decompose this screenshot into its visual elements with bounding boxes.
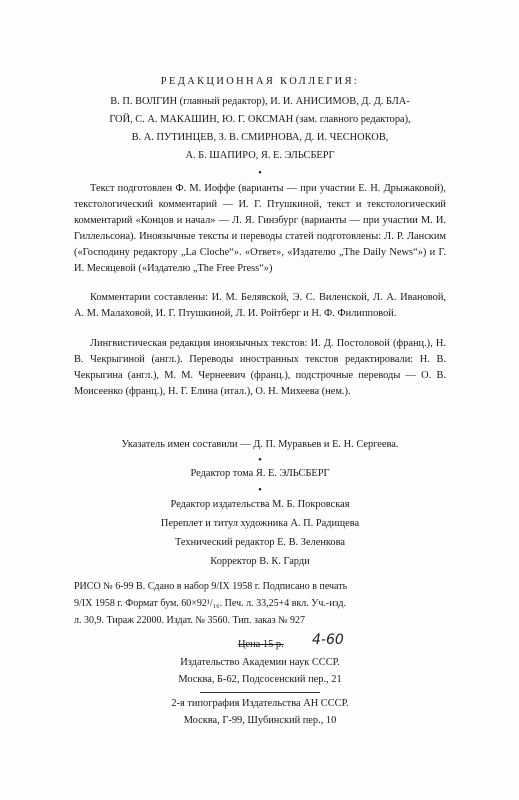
board-title: РЕДАКЦИОННАЯ КОЛЛЕГИЯ:: [160, 76, 360, 87]
bullet-separator: •: [258, 484, 262, 496]
price-handwritten: 4-60: [312, 632, 344, 648]
board-line: А. Б. ШАПИРО, Я. Е. ЭЛЬСБЕРГ: [185, 150, 335, 161]
imprint-line: РИСО № 6-99 В. Сдано в набор 9/IX 1958 г. Подписано в печать: [74, 581, 348, 592]
staff-line: Переплет и титул художника А. П. Радищева: [160, 518, 360, 529]
staff-line: Корректор В. К. Гарди: [210, 556, 310, 567]
volume-editor: Редактор тома Я. Е. ЭЛЬСБЕРГ: [190, 468, 330, 479]
divider: [200, 692, 320, 693]
price-printed: Цена 15 р.: [238, 639, 284, 650]
commentary-credits: Комментарии составлены: И. М. Белявской, Э. С. Виленской, Л. А. Ивановой, А. М. Малаховой, И. Г. Птушкиной, Л. И. Ройтберг и Н. Ф. Филипповой.: [74, 292, 446, 319]
publisher-line: Москва, Б-62, Подсосенский пер., 21: [178, 674, 342, 685]
imprint-line: 9/IX 1958 г. Формат бум. 60×92¹/₁₆. Печ. л. 33,25+4 вкл. Уч.-изд.: [74, 598, 346, 609]
printer-line: 2-я типография Издательства АН СССР.: [171, 698, 349, 709]
bullet-separator: •: [258, 167, 262, 179]
board-line: В. А. ПУТИНЦЕВ, З. В. СМИРНОВА, Д. И. ЧЕСНОКОВ,: [131, 132, 389, 143]
publisher-line: Издательство Академии наук СССР.: [180, 657, 340, 668]
board-line: ГОЙ, С. А. МАКАШИН, Ю. Г. ОКСМАН (зам. главного редактора),: [109, 114, 411, 125]
board-line: В. П. ВОЛГИН (главный редактор), И. И. АНИСИМОВ, Д. Д. БЛА-: [110, 96, 410, 107]
printer-line: Москва, Г-99, Шубинский пер., 10: [183, 715, 337, 726]
staff-line: Технический редактор Е. В. Зеленкова: [174, 537, 346, 548]
index-compilers: Указатель имен составили — Д. П. Муравьев и Е. Н. Сергеева.: [121, 439, 399, 450]
bullet-separator: •: [258, 454, 262, 466]
staff-line: Редактор издательства М. Б. Покровская: [170, 499, 350, 510]
text-preparation-credits: Текст подготовлен Ф. М. Иоффе (варианты — при участии Е. Н. Дрыжаковой), текстологический комментарий — И. Г. Птушкиной, текст и текстологический комментарий «Концов и начал» — Л. Я. Гинзбург (варианты — при участии М. И. Гиллельсона). Иноязычные тексты и переводы статей подготовлены: Л. Р. Ланским («Господину редактору „La Cloche“». «Ответ», «Издателю „The Daily News“») и Г. И. Месяцевой («Издателю „The Free Press“»): [74, 183, 446, 274]
imprint-line: л. 30,9. Тираж 22000. Издат. № 3560. Тип. заказ № 927: [74, 615, 306, 626]
linguistic-credits: Лингвистическая редакция иноязычных текстов: И. Д. Постоловой (франц.), Н. В. Чекрыгиной (англ.). Переводы иностранных текстов редактировали: Н. В. Чекрыгина (англ.), М. М. Чернеевич (франц.), подстрочные переводы — О. В. Моисеенко (франц.), Н. Г. Елина (итал.), О. Н. Михеева (нем.).: [74, 338, 446, 397]
